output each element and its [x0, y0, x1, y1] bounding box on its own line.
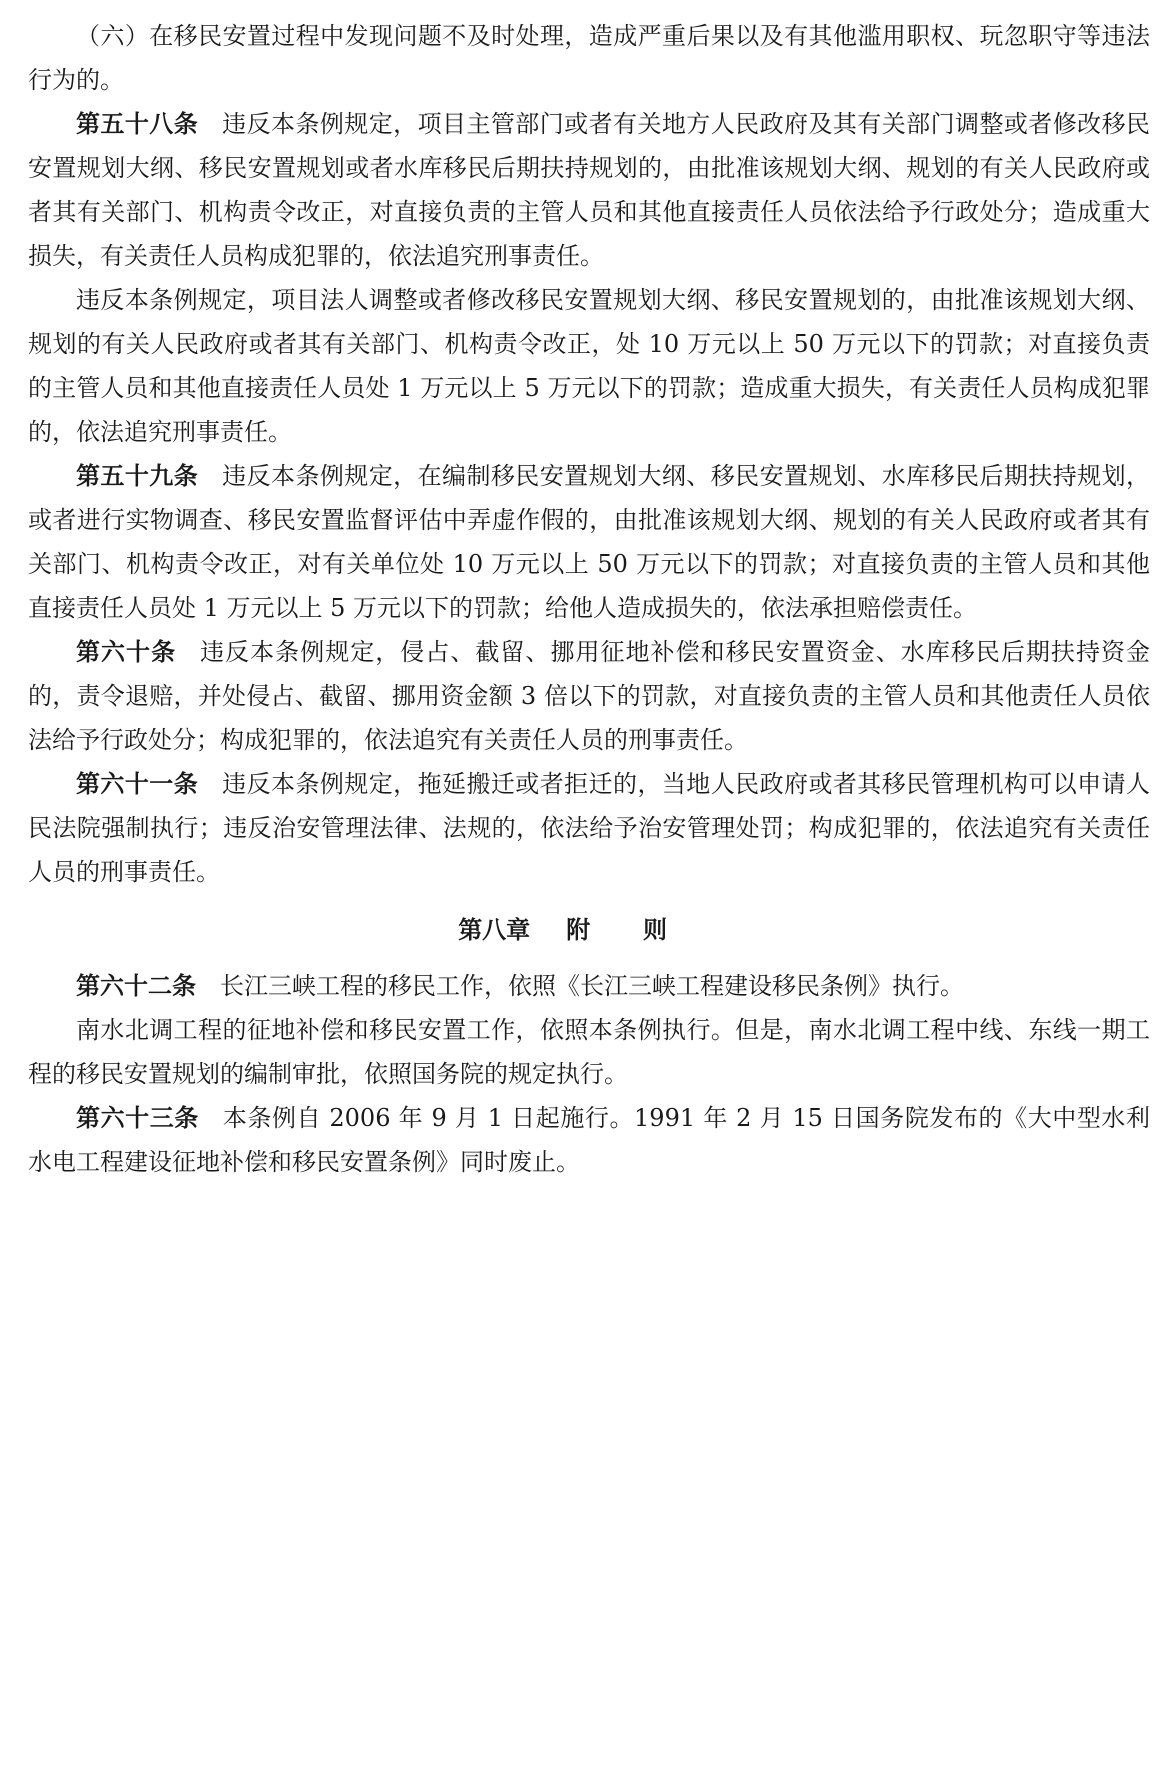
paragraph-text: 南水北调工程的征地补偿和移民安置工作，依照本条例执行。但是，南水北调工程中线、东线一期工程的移民安置规划的编制审批，依照国务院的规定执行。: [28, 1016, 1150, 1088]
paragraph-text: 违反本条例规定，项目法人调整或者修改移民安置规划大纲、移民安置规划的，由批准该规划大纲、规划的有关人民政府或者其有关部门、机构责令改正，处 10 万元以上 50 万元以下的罚款；对直接负责的主管人员和其他直接责任人员处 1 万元以上 5 万元以下的罚款；造成重大损失，有关责任人员构成犯罪的，依法追究刑事责任。: [28, 286, 1150, 446]
article-text: 违反本条例规定，侵占、截留、挪用征地补偿和移民安置资金、水库移民后期扶持资金的，责令退赔，并处侵占、截留、挪用资金额 3 倍以下的罚款，对直接负责的主管人员和其他责任人员依法给予行政处分；构成犯罪的，依法追究有关责任人员的刑事责任。: [28, 638, 1151, 754]
article-label: 第六十二条: [76, 972, 196, 1000]
article-text: 长江三峡工程的移民工作，依照《长江三峡工程建设移民条例》执行。: [220, 972, 964, 1000]
article-label: 第六十三条: [76, 1104, 199, 1132]
article-text: 违反本条例规定，项目主管部门或者有关地方人民政府及其有关部门调整或者修改移民安置规划大纲、移民安置规划或者水库移民后期扶持规划的，由批准该规划大纲、规划的有关人民政府或者其有关部门、机构责令改正，对直接负责的主管人员和其他直接责任人员依法给予行政处分；造成重大损失，有关责任人员构成犯罪的，依法追究刑事责任。: [28, 110, 1151, 270]
article-63: [28, 1096, 1150, 1184]
paragraph-text: （六）在移民安置过程中发现问题不及时处理，造成严重后果以及有其他滥用职权、玩忽职守等违法行为的。: [28, 22, 1150, 94]
chapter-title: 附则: [566, 916, 720, 944]
article-59: [28, 454, 1150, 630]
article-60: [28, 630, 1150, 762]
article-text: 本条例自 2006 年 9 月 1 日起施行。1991 年 2 月 15 日国务院发布的《大中型水利水电工程建设征地补偿和移民安置条例》同时废止。: [28, 1104, 1150, 1176]
article-58-paragraph-2: [28, 278, 1150, 454]
chapter-heading: [28, 908, 1150, 952]
article-62-paragraph-2: [28, 1008, 1150, 1096]
article-label: 第六十条: [76, 638, 177, 666]
article-58: [28, 102, 1150, 278]
article-61: [28, 762, 1150, 894]
paragraph-item-6: [28, 14, 1150, 102]
article-text: 违反本条例规定，拖延搬迁或者拒迁的，当地人民政府或者其移民管理机构可以申请人民法院强制执行；违反治安管理法律、法规的，依法给予治安管理处罚；构成犯罪的，依法追究有关责任人员的刑事责任。: [28, 770, 1151, 886]
article-label: 第五十九条: [76, 462, 199, 490]
document-page: [28, 14, 1150, 1184]
article-label: 第五十八条: [76, 110, 199, 138]
article-62: [28, 964, 1150, 1008]
article-text: 违反本条例规定，在编制移民安置规划大纲、移民安置规划、水库移民后期扶持规划，或者进行实物调查、移民安置监督评估中弄虚作假的，由批准该规划大纲、规划的有关人民政府或者其有关部门、机构责令改正，对有关单位处 10 万元以上 50 万元以下的罚款；对直接负责的主管人员和其他直接责任人员处 1 万元以上 5 万元以下的罚款；给他人造成损失的，依法承担赔偿责任。: [28, 462, 1151, 622]
article-label: 第六十一条: [76, 770, 199, 798]
chapter-number: 第八章: [458, 916, 531, 944]
